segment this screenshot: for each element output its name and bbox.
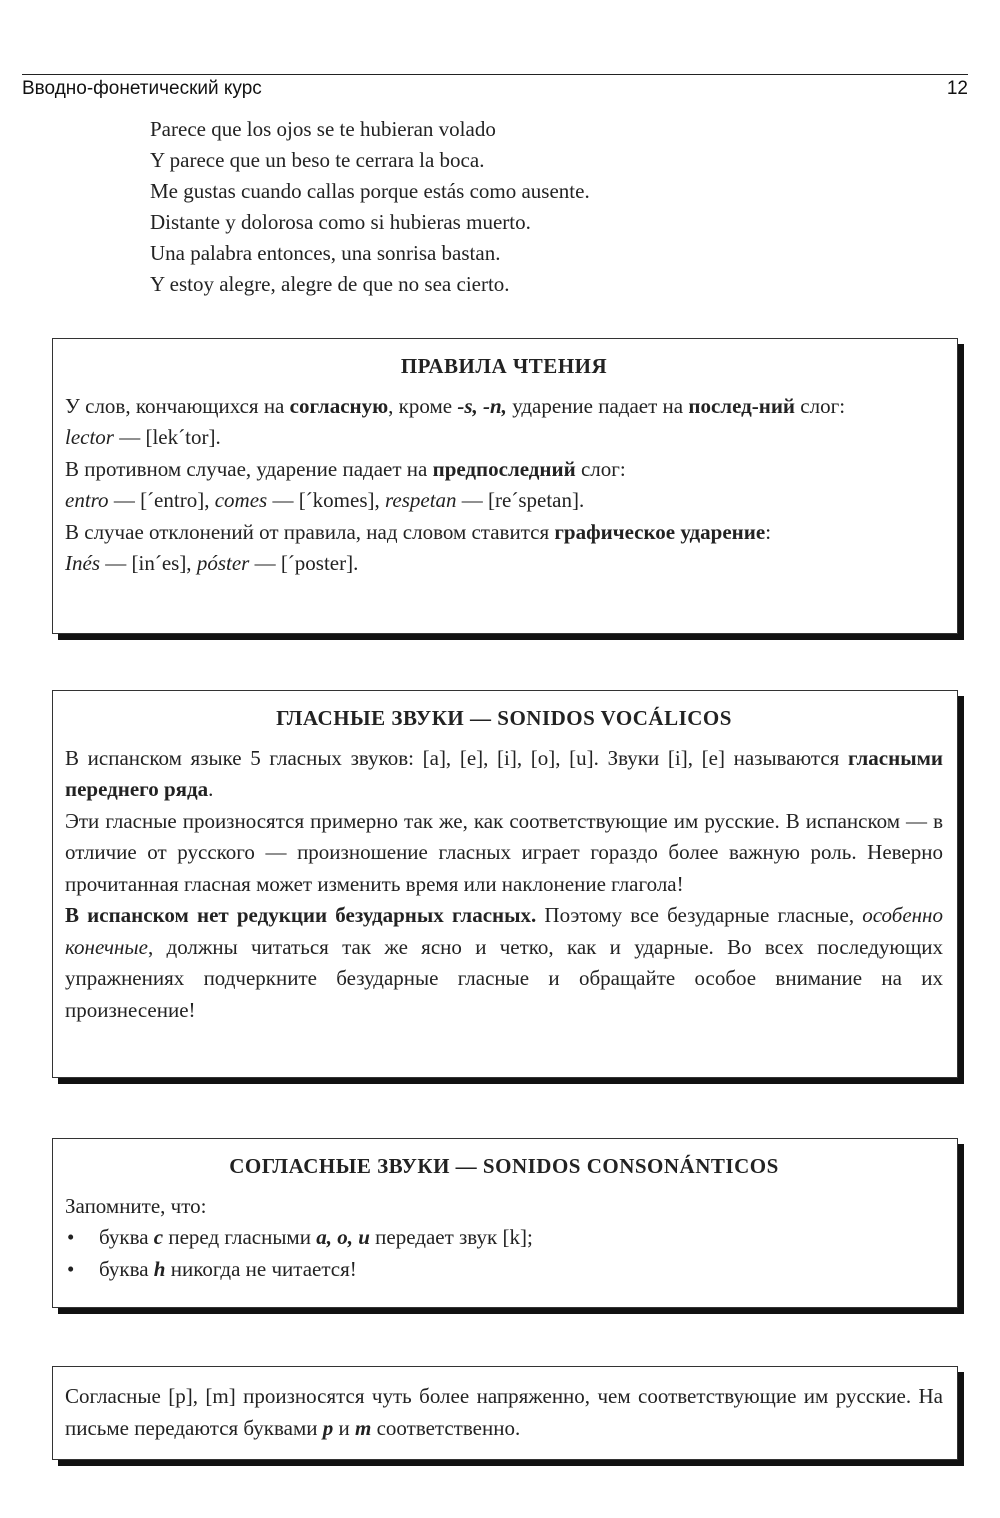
consonants-list [65, 1222, 943, 1285]
consonants-intro: Запомните, что: [65, 1193, 207, 1218]
stress-rule-3: В случае отклонений от правила, над словом ставится графическое ударение: [65, 519, 772, 544]
examples-penultimate: entro — [ˊentro], comes — [ˊkomes], respetan — [reˊspetan]. [65, 488, 585, 512]
vowels-paragraph-2: Эти гласные произносятся примерно так же, как соответствующие им русские. В испанском — в отличие от русского — произношение гласных играет гораздо более важную роль. Неверно прочитанная гласная может изменить время или наклонение глагола! [65, 808, 943, 896]
pm-note-box [52, 1366, 958, 1460]
list-item: • буква c перед гласными a, o, u передает звук [k]; [65, 1222, 943, 1254]
stress-rule-2: В противном случае, ударение падает на предпоследний слог: [65, 456, 626, 481]
poem-line: Y parece que un beso te cerrara la boca. [150, 148, 485, 172]
reading-rules-box [52, 338, 958, 634]
pm-note-text: Согласные [p], [m] произносятся чуть более напряженно, чем соответствующие им русские. На письме передаются буквами p и m соответственно. [65, 1384, 943, 1440]
vowels-paragraph-3: В испанском нет редукции безударных гласных. Поэтому все безударные гласные, особенно конечные, должны читаться так же ясно и четко, как и ударные. Во всех последующих упражнениях подчеркните безударные гласные и обращайте особое внимание на их произнесение! [65, 903, 943, 1022]
consonants-title: СОГЛАСНЫЕ ЗВУКИ — SONIDOS CONSONÁNTICOS [229, 1154, 779, 1178]
vowels-paragraph-1: В испанском языке 5 гласных звуков: [a], [e], [i], [o], [u]. Звуки [i], [e] называются гласными переднего ряда. [65, 745, 943, 801]
poem-line: Distante y dolorosa como si hubieras muerto. [150, 210, 531, 234]
poem-line: Y estoy alegre, alegre de que no sea cierto. [150, 272, 510, 296]
examples-accent: Inés — [inˊes], póster — [ˊposter]. [65, 551, 359, 575]
poem-line: Una palabra entonces, una sonrisa bastan. [150, 241, 501, 265]
course-title: Вводно-фонетический курс [22, 78, 262, 99]
list-item: • буква h никогда не читается! [65, 1254, 943, 1286]
running-header [22, 74, 968, 102]
bullet-icon: • [67, 1225, 75, 1249]
poem-line: Me gustas cuando callas porque estás como ausente. [150, 179, 590, 203]
stress-rule-1: У слов, кончающихся на согласную, кроме -s, -n, ударение падает на послед-ний слог: [65, 393, 846, 418]
vowels-box [52, 690, 958, 1078]
consonants-box [52, 1138, 958, 1308]
bullet-icon: • [67, 1256, 75, 1281]
page-number: 12 [946, 78, 968, 99]
vowels-title: ГЛАСНЫЕ ЗВУКИ — SONIDOS VOCÁLICOS [276, 706, 732, 730]
reading-rules-title: ПРАВИЛА ЧТЕНИЯ [400, 354, 608, 378]
poem-excerpt [150, 114, 590, 300]
example-lector: lector — [lekˊtor]. [65, 425, 221, 449]
poem-line: Parece que los ojos se te hubieran volado [150, 117, 496, 141]
